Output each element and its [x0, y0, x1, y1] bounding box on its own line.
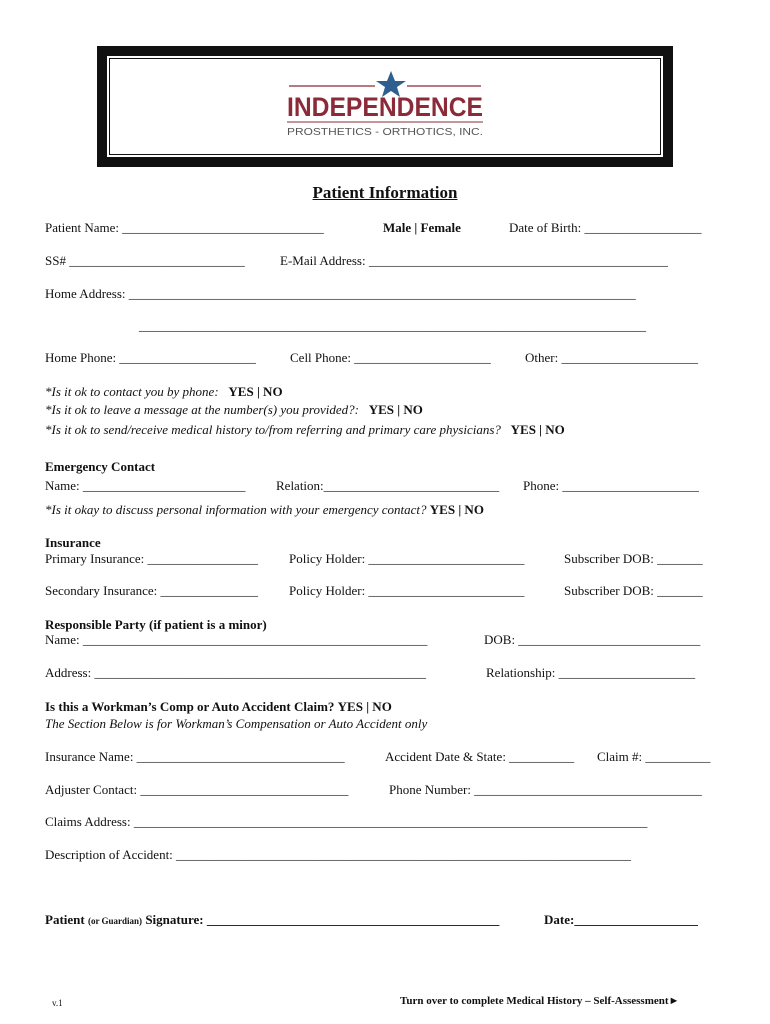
- logo-inner: [105, 54, 665, 159]
- consent-message: [45, 402, 423, 418]
- logo-graphic: [107, 56, 663, 157]
- responsible-dob-field[interactable]: DOB: ____________________________: [484, 632, 701, 647]
- primary-insurance-field[interactable]: Primary Insurance: _________________: [45, 551, 259, 566]
- turn-over-note: Turn over to complete Medical History – Self-Assessment►: [400, 995, 680, 1007]
- version-label: v.1: [52, 998, 63, 1008]
- primary-subscriber-dob-field[interactable]: Subscriber DOB: _______: [564, 551, 703, 566]
- responsible-heading: Responsible Party (if patient is a minor): [45, 617, 267, 632]
- consent-history: [45, 422, 565, 438]
- accident-description-field[interactable]: Description of Accident: ______________________________________________________________________: [45, 847, 632, 862]
- emergency-consent-answer[interactable]: YES | NO: [429, 502, 484, 517]
- responsible-name-field[interactable]: Name: _____________________________________________________: [45, 632, 428, 647]
- signature-label-patient: Patient: [45, 912, 85, 927]
- consent-phone-question: *Is it ok to contact you by phone:: [45, 384, 219, 399]
- dob-field[interactable]: Date of Birth: __________________: [509, 220, 702, 235]
- workman-claim-answer[interactable]: YES | NO: [337, 699, 392, 714]
- signature-date-field[interactable]: Date:___________________: [544, 912, 698, 927]
- cell-phone-field[interactable]: Cell Phone: _____________________: [290, 350, 491, 365]
- emergency-relation-field[interactable]: Relation:___________________________: [276, 478, 500, 493]
- claim-number-field[interactable]: Claim #: __________: [597, 749, 711, 764]
- other-phone-field[interactable]: Other: _____________________: [525, 350, 698, 365]
- consent-phone-answer[interactable]: YES | NO: [228, 384, 283, 399]
- consent-history-question: *Is it ok to send/receive medical history to/from referring and primary care physicians?: [45, 422, 501, 437]
- emergency-consent: [45, 502, 484, 518]
- logo-frame: [97, 46, 673, 167]
- logo-tagline: PROSTHETICS - ORTHOTICS, INC.: [287, 127, 483, 138]
- emergency-consent-question: *Is it okay to discuss personal information with your emergency contact?: [45, 502, 427, 517]
- responsible-relationship-field[interactable]: Relationship: _____________________: [486, 665, 696, 680]
- consent-phone: [45, 384, 283, 400]
- logo-name: INDEPENDENCE: [287, 92, 483, 122]
- secondary-insurance-field[interactable]: Secondary Insurance: _______________: [45, 583, 259, 598]
- responsible-address-field[interactable]: Address: ___________________________________________________: [45, 665, 426, 680]
- adjuster-contact-field[interactable]: Adjuster Contact: ________________________________: [45, 782, 349, 797]
- gender-choice[interactable]: Male | Female: [383, 220, 461, 235]
- adjuster-phone-field[interactable]: Phone Number: ___________________________________: [389, 782, 702, 797]
- home-address-line2[interactable]: ______________________________________________________________________________: [139, 318, 646, 333]
- workman-note: The Section Below is for Workman’s Compensation or Auto Accident only: [45, 716, 428, 731]
- consent-history-answer[interactable]: YES | NO: [510, 422, 565, 437]
- signature-field[interactable]: Signature: _____________________________________________: [145, 912, 500, 927]
- workman-claim: [45, 699, 392, 715]
- secondary-subscriber-dob-field[interactable]: Subscriber DOB: _______: [564, 583, 703, 598]
- consent-message-answer[interactable]: YES | NO: [368, 402, 423, 417]
- ss-field[interactable]: SS# ___________________________: [45, 253, 245, 268]
- signature-label-guardian: (or Guardian): [87, 916, 143, 926]
- claims-address-field[interactable]: Claims Address: _______________________________________________________________________________: [45, 814, 648, 829]
- workman-claim-question: Is this a Workman’s Comp or Auto Accident Claim?: [45, 699, 335, 714]
- secondary-policy-holder-field[interactable]: Policy Holder: ________________________: [289, 583, 525, 598]
- emergency-heading: Emergency Contact: [45, 459, 156, 474]
- patient-name-field[interactable]: Patient Name: _______________________________: [45, 220, 324, 235]
- emergency-phone-field[interactable]: Phone: _____________________: [523, 478, 699, 493]
- home-phone-field[interactable]: Home Phone: _____________________: [45, 350, 256, 365]
- accident-insurance-name-field[interactable]: Insurance Name: ________________________________: [45, 749, 345, 764]
- consent-message-question: *Is it ok to leave a message at the number(s) you provided?:: [45, 402, 359, 417]
- page-title: Patient Information: [312, 183, 458, 202]
- accident-date-state-field[interactable]: Accident Date & State: __________: [385, 749, 575, 764]
- primary-policy-holder-field[interactable]: Policy Holder: ________________________: [289, 551, 525, 566]
- insurance-heading: Insurance: [45, 535, 101, 550]
- home-address-field[interactable]: Home Address: ______________________________________________________________________________: [45, 286, 636, 301]
- emergency-name-field[interactable]: Name: _________________________: [45, 478, 246, 493]
- signature-row: [45, 912, 499, 928]
- email-field[interactable]: E-Mail Address: ______________________________________________: [280, 253, 668, 268]
